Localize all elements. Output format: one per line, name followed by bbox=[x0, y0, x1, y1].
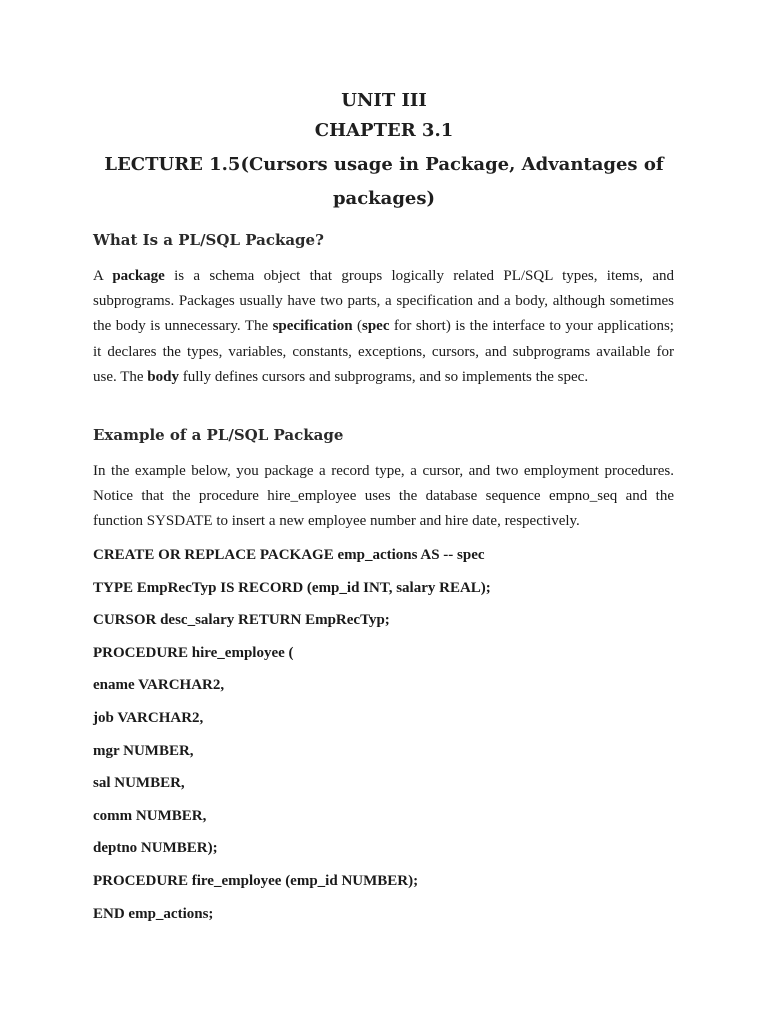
example-intro-paragraph: In the example below, you package a record type, a cursor, and two employment procedures. Notice that the procedure hire_employee uses the database sequence empno_seq and the function SYSDATE to insert a new employee number and hire date, respectively. bbox=[93, 463, 674, 530]
text-run: fully defines cursors and subprograms, and so implements the spec. bbox=[178, 368, 589, 385]
lecture-title: LECTURE 1.5(Cursors usage in Package, Advantages of packages) bbox=[104, 154, 664, 209]
code-line: job VARCHAR2, bbox=[93, 709, 204, 726]
code-line: END emp_actions; bbox=[93, 905, 214, 922]
code-line: deptno NUMBER); bbox=[93, 840, 218, 857]
bold-term-specification: specification bbox=[272, 318, 353, 335]
code-line: TYPE EmpRecTyp IS RECORD (emp_id INT, salary REAL); bbox=[93, 579, 491, 596]
code-line: ename VARCHAR2, bbox=[93, 677, 225, 694]
code-line: CURSOR desc_salary RETURN EmpRecTyp; bbox=[93, 612, 390, 629]
bold-term-body: body bbox=[147, 368, 179, 385]
text-run: ( bbox=[352, 318, 362, 335]
code-line: PROCEDURE hire_employee ( bbox=[93, 644, 294, 661]
bold-term-spec: spec bbox=[362, 318, 390, 335]
chapter-title: CHAPTER 3.1 bbox=[314, 120, 454, 141]
section-heading-what-is-package: What Is a PL/SQL Package? bbox=[93, 231, 324, 249]
code-line: comm NUMBER, bbox=[93, 807, 207, 824]
unit-title: UNIT III bbox=[341, 90, 427, 111]
package-definition-paragraph bbox=[93, 264, 674, 390]
title-block bbox=[93, 86, 675, 216]
code-line: PROCEDURE fire_employee (emp_id NUMBER); bbox=[93, 872, 419, 889]
code-line: CREATE OR REPLACE PACKAGE emp_actions AS -- spec bbox=[93, 547, 485, 563]
code-line: mgr NUMBER, bbox=[93, 742, 194, 759]
bold-term-package: package bbox=[112, 268, 165, 284]
code-line: sal NUMBER, bbox=[93, 775, 185, 792]
text-run: A bbox=[93, 268, 113, 284]
text-run: for short) is the interface to your applications; it declares the types, variables, constants, exceptions, cursors, and subprograms available for use. The bbox=[93, 318, 674, 385]
text-run: is a schema object that groups logically related PL/SQL types, items, and subprograms. Packages usually have two parts, a specification and a body, although sometimes the body is unnecessary. The bbox=[93, 268, 674, 335]
code-listing bbox=[93, 545, 674, 936]
section-heading-example: Example of a PL/SQL Package bbox=[93, 426, 344, 444]
